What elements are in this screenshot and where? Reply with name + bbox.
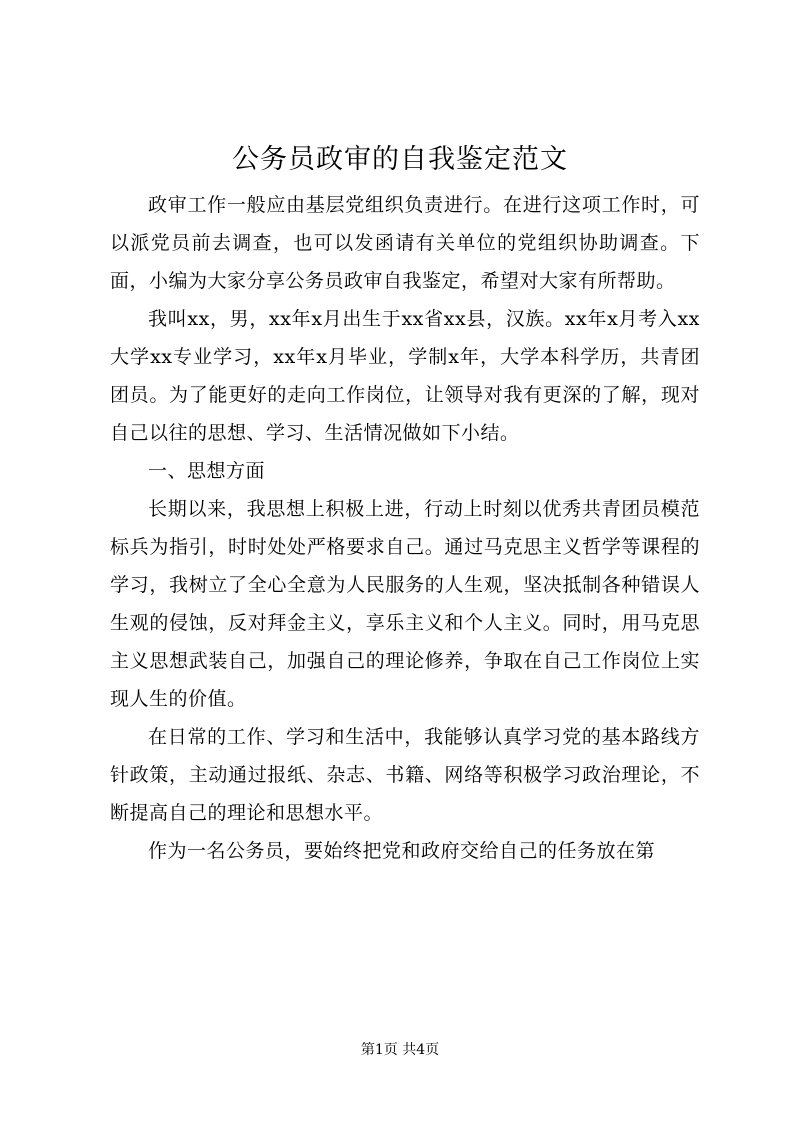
paragraph-daily-study: 在日常的工作、学习和生活中，我能够认真学习党的基本路线方针政策，主动通过报纸、杂志、书籍、网络等积极学习政治理论，不断提高自己的理论和思想水平。 (110, 726, 700, 824)
document-body (110, 186, 700, 870)
paragraph-ideology: 长期以来，我思想上积极上进，行动上时刻以优秀共青团员模范标兵为指引，时时处处严格要求自己。通过马克思主义哲学等课程的学习，我树立了全心全意为人民服务的人生观，坚决抵制各种错误人生观的侵蚀，反对拜金主义，享乐主义和个人主义。同时，用马克思主义思想武装自己，加强自己的理论修养，争取在自己工作岗位上实现人生的价值。 (110, 498, 700, 710)
section-heading-ideology: 一、思想方面 (148, 460, 266, 482)
document-title: 公务员政审的自我鉴定范文 (232, 144, 568, 175)
page-footer: 第1页 共4页 (360, 1042, 440, 1058)
paragraph-intro: 政审工作一般应由基层党组织负责进行。在进行这项工作时，可以派党员前去调查，也可以发函请有关单位的党组织协助调查。下面，小编为大家分享公务员政审自我鉴定，希望对大家有所帮助。 (110, 194, 700, 292)
paragraph-personal-info: 我叫xx，男，xx年x月出生于xx省xx县，汉族。xx年x月考入xx大学xx专业学习，xx年x月毕业，学制x年，大学本科学历，共青团团员。为了能更好的走向工作岗位，让领导对我有更深的了解，现对自己以往的思想、学习、生活情况做如下小结。 (110, 308, 700, 444)
paragraph-civil-servant: 作为一名公务员，要始终把党和政府交给自己的任务放在第 (148, 840, 656, 862)
